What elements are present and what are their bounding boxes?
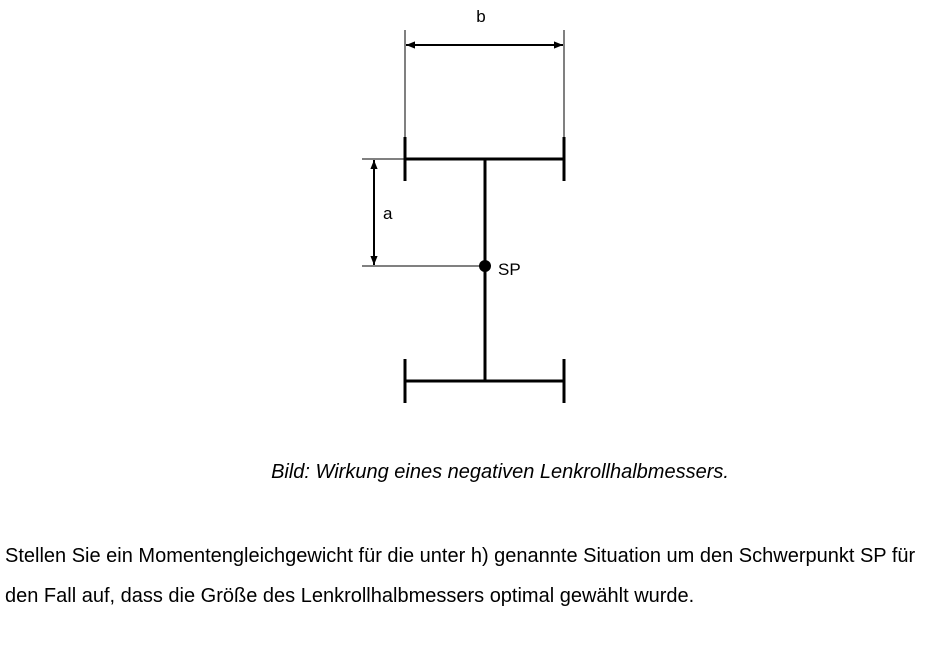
- centroid-point: [479, 260, 491, 272]
- task-text: Stellen Sie ein Momentengleichgewicht für die unter h) genannte Situation um den Schwerpunkt SP für den Fall auf, dass die Größe des Lenkrollhalbmessers optimal gewählt wurde.: [5, 545, 916, 607]
- width-label: b: [476, 7, 486, 26]
- centroid-label: SP: [498, 260, 521, 279]
- figure-caption: Bild: Wirkung eines negativen Lenkrollhalbmessers.: [271, 461, 729, 483]
- distance-dimension: [362, 159, 484, 266]
- distance-label: a: [383, 204, 393, 223]
- width-dimension: [405, 7, 564, 140]
